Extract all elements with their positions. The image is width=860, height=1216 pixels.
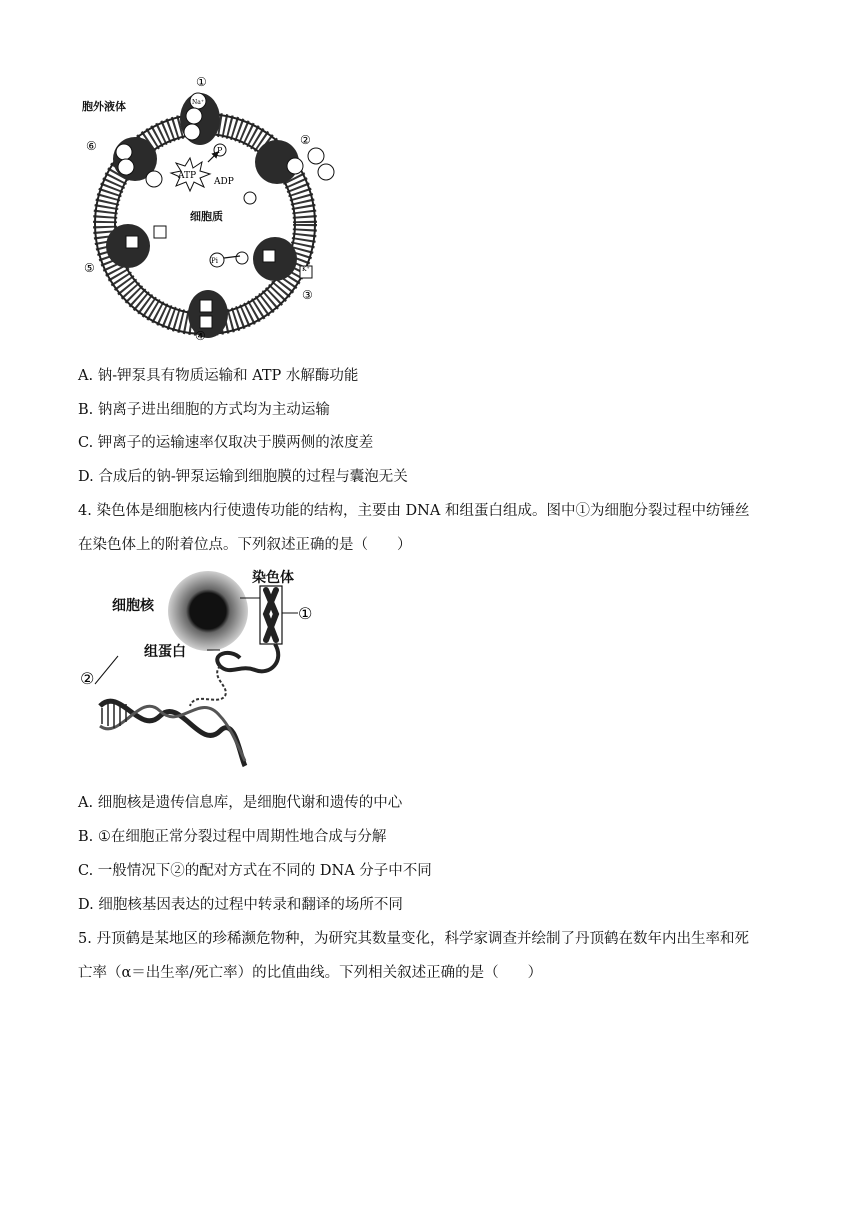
q4-option-c: C. 一般情况下②的配对方式在不同的 DNA 分子中不同 <box>78 863 432 879</box>
q4-stem-line1: 4. 染色体是细胞核内行使遗传功能的结构，主要由 DNA 和组蛋白组成。图中①为细胞分裂过程中纺锤丝 <box>78 503 750 519</box>
sodium-potassium-pump-figure <box>80 74 355 344</box>
label-adp: ADP <box>214 177 234 187</box>
label-histone: 组蛋白 <box>144 644 186 660</box>
label-circle-1: ① <box>298 604 313 623</box>
label-atp: ATP <box>178 171 197 181</box>
chromosome-structure-figure <box>80 566 340 784</box>
step-4-label: ④ <box>195 329 206 343</box>
q5-stem-line2: 亡率（α＝出生率/死亡率）的比值曲线。下列相关叙述正确的是（ ） <box>78 965 543 981</box>
step-5-label: ⑤ <box>84 261 95 275</box>
step-2-label: ② <box>300 133 311 147</box>
q3-option-d: D. 合成后的钠-钾泵运输到细胞膜的过程与囊泡无关 <box>78 469 408 485</box>
q4-option-a: A. 细胞核是遗传信息库，是细胞代谢和遗传的中心 <box>78 795 403 811</box>
label-phosphate: P <box>217 146 223 155</box>
q4-option-b: B. ①在细胞正常分裂过程中周期性地合成与分解 <box>78 829 387 845</box>
label-cytoplasm: 细胞质 <box>190 210 223 223</box>
label-na-ion: Na⁺ <box>192 99 204 106</box>
label-k-ion: K⁺ <box>302 266 310 273</box>
label-circle-2: ② <box>80 669 95 688</box>
label-chromosome: 染色体 <box>252 570 294 586</box>
label-outside-fluid: 胞外液体 <box>82 100 126 113</box>
q3-option-b: B. 钠离子进出细胞的方式均为主动运输 <box>78 402 330 418</box>
step-1-label: ① <box>196 75 207 89</box>
nucleus-illustration <box>168 571 248 651</box>
label-pi: Pi <box>211 257 218 265</box>
q3-option-c: C. 钾离子的运输速率仅取决于膜两侧的浓度差 <box>78 435 374 451</box>
q3-option-a: A. 钠-钾泵具有物质运输和 ATP 水解酶功能 <box>78 368 359 384</box>
label-nucleus: 细胞核 <box>112 598 154 614</box>
q4-stem-line2: 在染色体上的附着位点。下列叙述正确的是（ ） <box>78 537 412 553</box>
q4-option-d: D. 细胞核基因表达的过程中转录和翻译的场所不同 <box>78 897 403 913</box>
step-6-label: ⑥ <box>86 139 97 153</box>
step-3-label: ③ <box>302 288 313 302</box>
q5-stem-line1: 5. 丹顶鹤是某地区的珍稀濒危物种，为研究其数量变化，科学家调查并绘制了丹顶鹤在数年内出生率和死 <box>78 931 749 947</box>
